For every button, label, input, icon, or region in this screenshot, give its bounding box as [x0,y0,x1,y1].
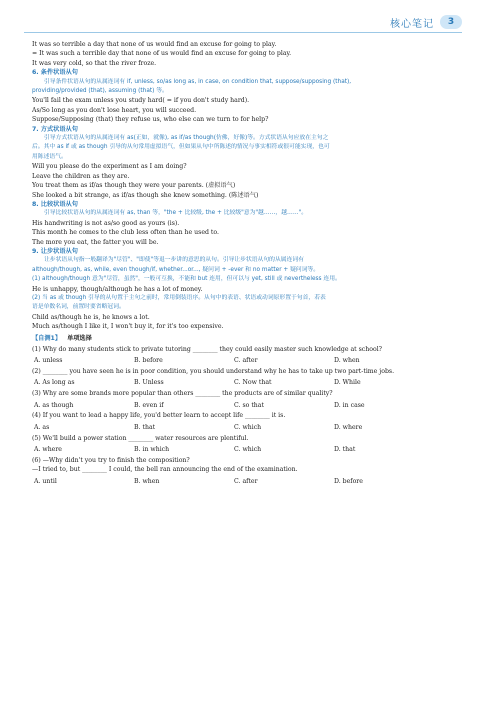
explanation-line: (1) although/though 意为"尽管，虽然"，一般可互换，不能和 but 连用，但可以与 yet, still 或 nevertheless 连用。 [32,276,341,283]
answer-options [32,378,462,387]
page-header [390,14,462,30]
explanation-line: 引导比较状语从句的从属连词有 as, than 等，"the + 比较级, the + 比较级"意为"越……，越……"。 [44,210,308,217]
example-sentence: Much as/though I like it, I won't buy it, for it's too expensive. [32,323,224,331]
question-stem-continued: —I tried to, but ________ I could, the bell ran announcing the end of the examination. [32,466,298,474]
explanation-line: 引导条件状语从句的从属连词有 if, unless, so/as long as, in case, on condition that, suppose/supposing (that), [44,78,352,85]
question [32,389,462,410]
answer-option[interactable]: D. where [334,423,363,431]
header-divider [24,32,462,33]
example-sentence: You treat them as if/as though they were your parents. (虚拟语气) [32,182,236,190]
answer-options [32,477,462,486]
header-title: 核心笔记 [390,18,434,30]
explanation-line: 用陈述语气。 [32,153,67,160]
explanation-line: 引导方式状语从句的从属连词有 as(正如，就像), as if/as though(仿佛，好像)等。方式状语从句应放在主句之 [44,135,329,142]
answer-option[interactable]: B. Unless [134,379,164,387]
question-stem: (2) ________ you have seen he is in poor condition, you should understand why he has to take up two part-time jobs. [32,367,395,375]
answer-option[interactable]: A. unless [34,356,63,364]
question-stem: (3) Why are some brands more popular than others ________ the products are of similar quality? [32,390,333,398]
explanation-line: 后。其中 as if 或 as though 引导的从句常用虚拟语气，但如果从句中所陈述的情况与事实相符或很可能实现，也可 [32,144,330,151]
exercise-tag: 【自测1】 [32,334,62,342]
example-sentence: His handwriting is not as/so good as yours (is). [32,219,180,227]
answer-option[interactable]: B. before [134,356,163,364]
answer-options [32,445,462,454]
example-sentence: He is unhappy, though/although he has a lot of money. [32,285,203,293]
answer-option[interactable]: B. in which [134,446,170,454]
example-sentence: It was so terrible a day that none of us would find an excuse for going to play. [32,41,277,48]
example-sentence: She looked a bit strange, as if/as though she knew something. (陈述语气) [32,191,259,199]
answer-option[interactable]: C. which [234,446,262,454]
answer-options [32,423,462,432]
page-number-badge: 3 [440,15,462,29]
answer-option[interactable]: A. As long as [34,379,75,387]
answer-option[interactable]: C. Now that [234,379,272,387]
example-sentence: Suppose/Supposing (that) they refuse us, who else can we turn to for help? [32,116,269,124]
question-stem: (4) If you want to lead a happy life, you'd better learn to accept life ________ it is. [32,412,286,420]
example-sentence: The more you eat, the fatter you will be. [32,238,159,246]
answer-option[interactable]: A. as though [34,401,74,409]
question [32,367,462,388]
answer-option[interactable]: D. While [334,379,361,387]
answer-options [32,356,462,365]
answer-option[interactable]: D. before [334,477,363,485]
answer-option[interactable]: A. where [34,446,62,454]
example-sentence: It was very cold, so that the river froze. [32,59,157,67]
example-sentence: You'll fail the exam unless you study hard( = if you don't study hard). [32,97,250,105]
question [32,434,462,455]
answer-option[interactable]: B. even if [134,401,164,409]
explanation-line: 让步状语从句指一般翻译为"尽管"、"即使"等退一步讲的意思的从句。引导让步状语从句的从属连词有 [44,257,304,264]
answer-option[interactable]: A. as [34,423,50,431]
example-sentence: = It was such a terrible day that none of us would find an excuse for going to play. [32,50,292,58]
explanation-line: (2) 当 as 或 though 引导的从句置于主句之前时，常用倒装语序。从句中的表语、状语或动词原形置于句首，若表 [32,294,326,301]
question [32,411,462,432]
example-sentence: Child as/though he is, he knows a lot. [32,313,150,321]
section-heading: 9. 让步状语从句 [32,247,78,255]
explanation-line: providing/provided (that), assuming (that) 等。 [32,88,168,95]
section-heading: 8. 比较状语从句 [32,200,78,208]
answer-option[interactable]: C. after [234,356,258,364]
exercise-title: 单项选择 [67,334,92,342]
answer-option[interactable]: B. when [134,477,160,485]
answer-option[interactable]: A. until [34,477,57,485]
section-heading: 6. 条件状语从句 [32,69,78,77]
question-stem: (6) —Why didn't you try to finish the composition? [32,457,190,465]
answer-option[interactable]: D. that [334,446,356,454]
example-sentence: This month he comes to the club less often than he used to. [32,229,219,237]
explanation-line: although/though, as, while, even though/if, whether...or..., 疑问词 + -ever 和 no matter + 疑问词等。 [32,266,320,273]
exercise-header [32,334,462,343]
question [32,345,462,366]
answer-option[interactable]: B. that [134,423,156,431]
answer-option[interactable]: D. when [334,356,360,364]
answer-options [32,401,462,410]
section-heading: 7. 方式状语从句 [32,125,78,133]
answer-option[interactable]: C. which [234,423,262,431]
question-stem: (1) Why do many students stick to private tutoring ________ they could easily master such knowledge at school? [32,345,382,353]
question-stem: (5) We'll build a power station ________ water resources are plentiful. [32,434,249,442]
document-body [32,40,462,486]
answer-option[interactable]: D. in case [334,401,365,409]
question [32,456,462,486]
example-sentence: As/So long as you don't lose heart, you will succeed. [32,106,197,114]
example-sentence: Will you please do the experiment as I am doing? [32,163,187,171]
answer-option[interactable]: C. after [234,477,258,485]
answer-option[interactable]: C. so that [234,401,264,409]
explanation-line: 语是单数名词，前置时要省略冠词。 [32,304,125,311]
example-sentence: Leave the children as they are. [32,172,130,180]
